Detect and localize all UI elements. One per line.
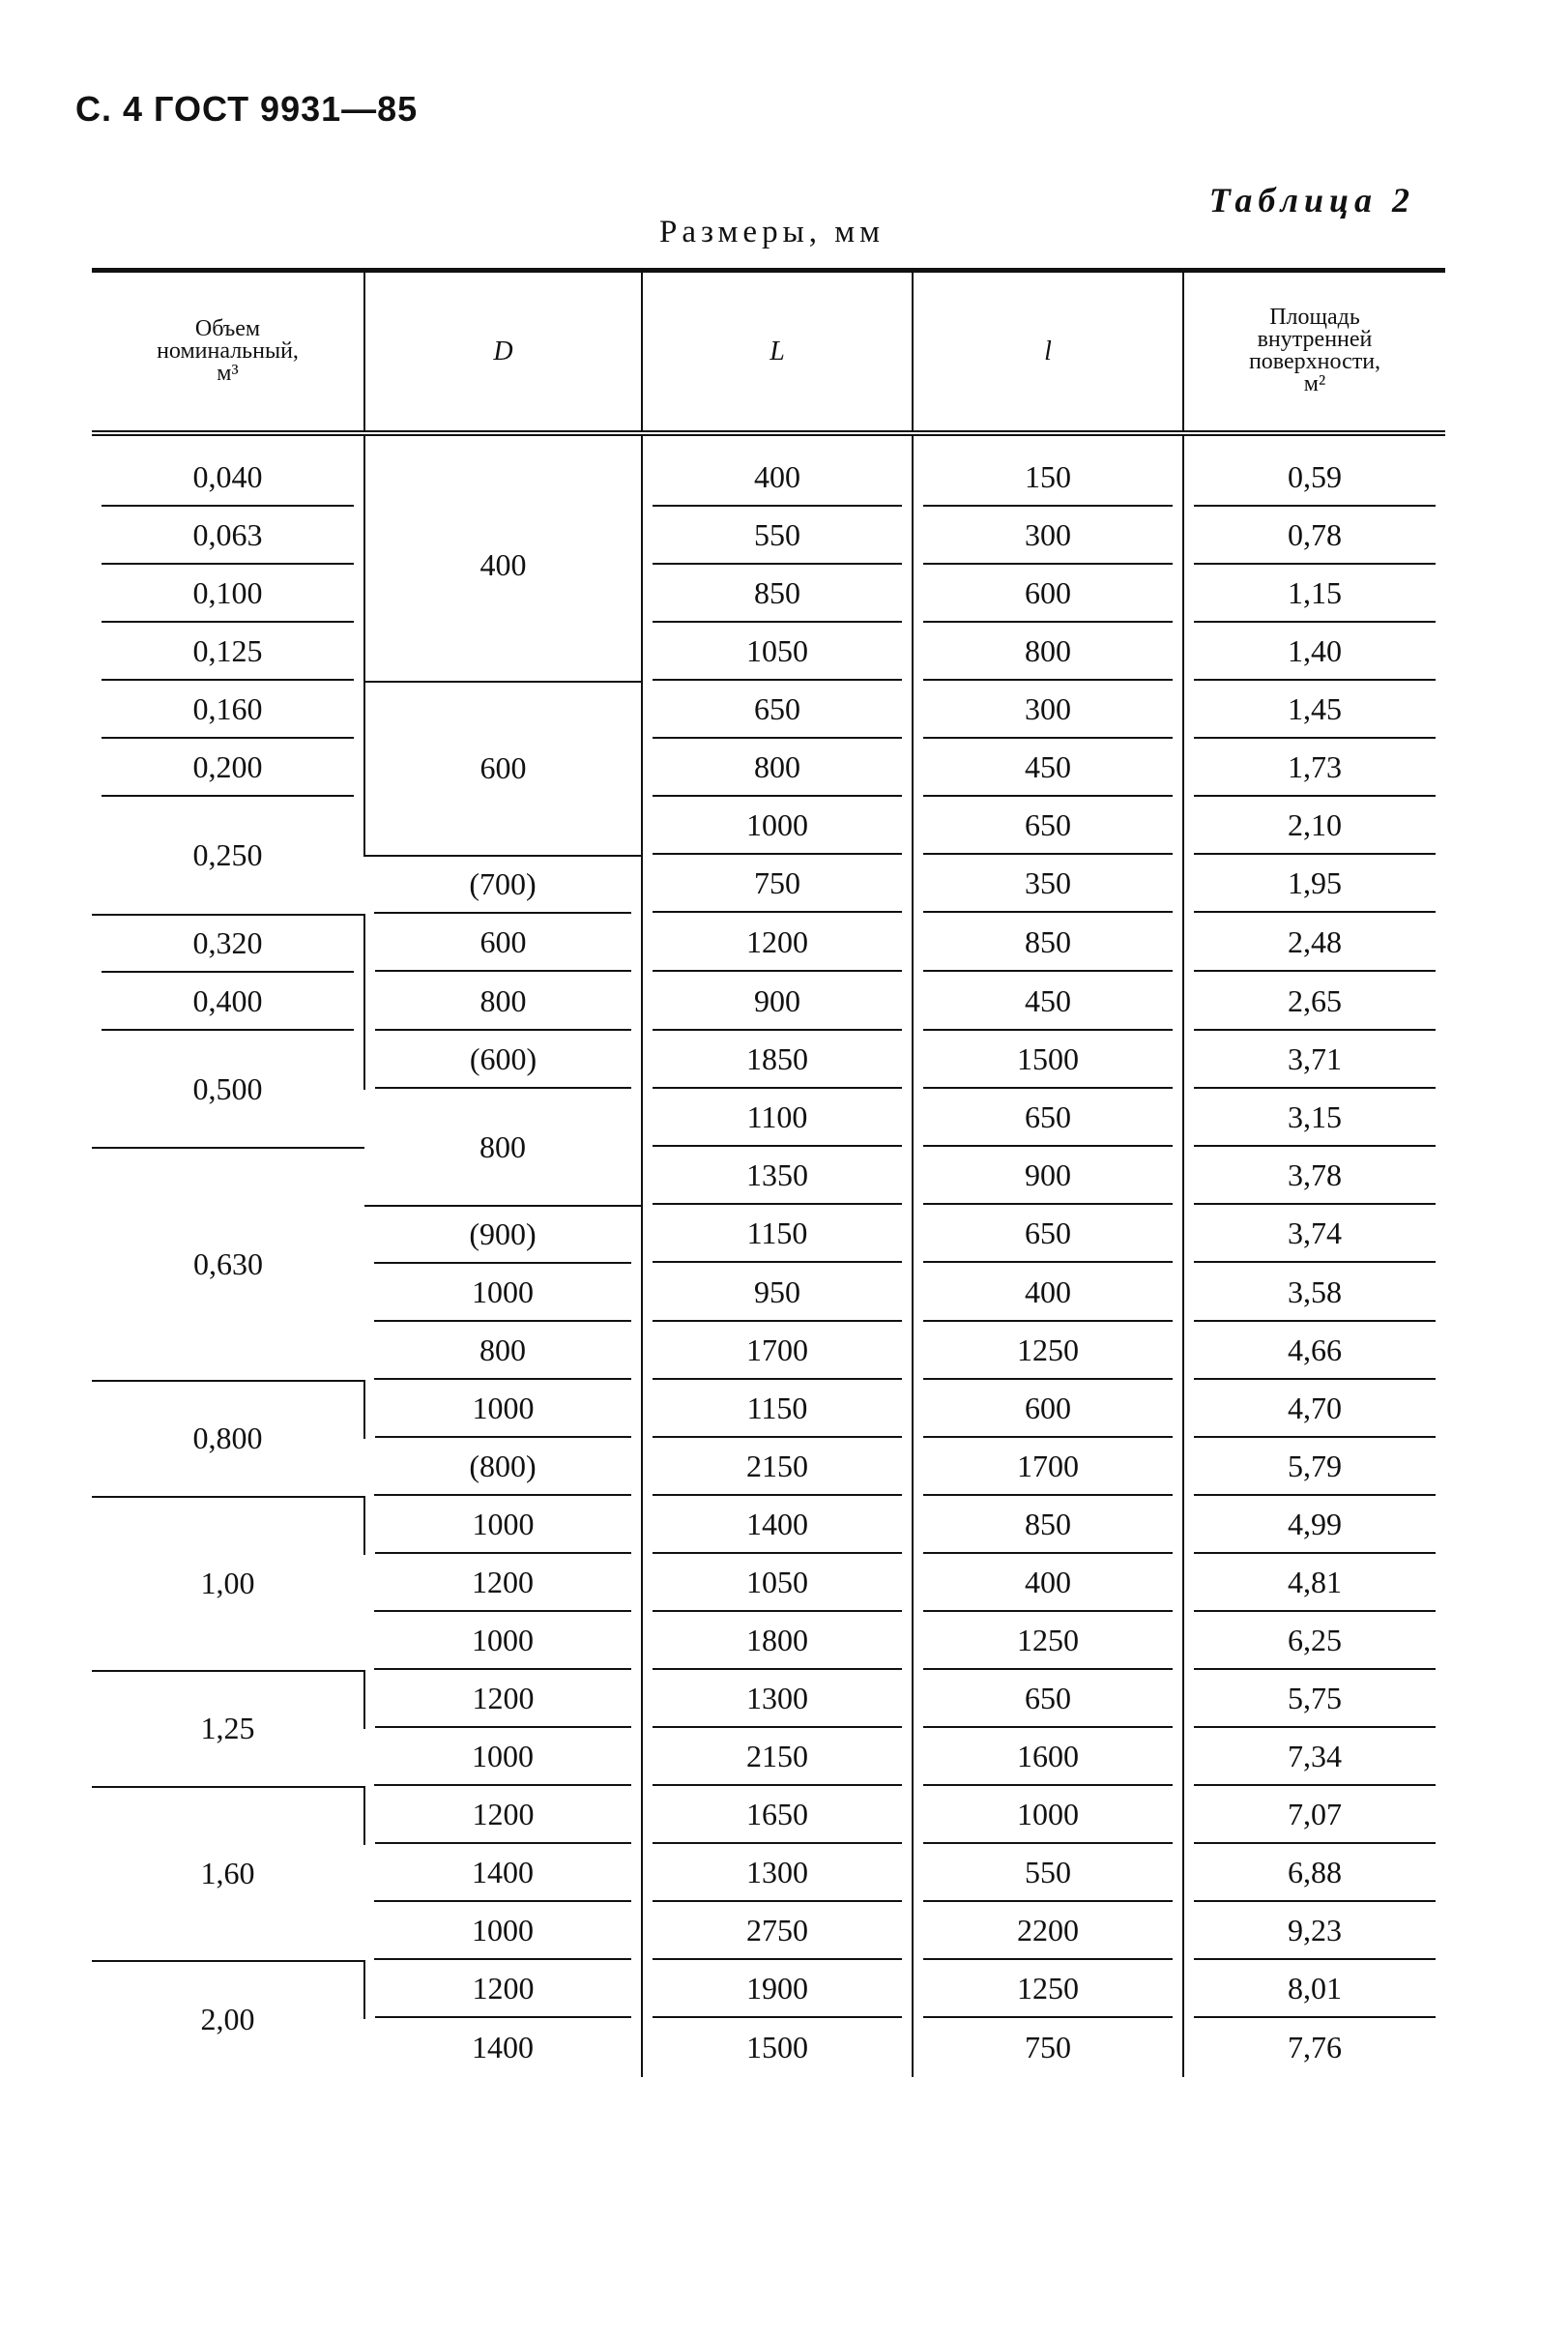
area-cell-value: 3,58 [1194, 1266, 1436, 1322]
l-length-cell-value: 1800 [653, 1614, 902, 1670]
l-small-cell [913, 1497, 1183, 1555]
header-l-small: l [913, 271, 1183, 433]
volume-cell-value: 1,60 [200, 1856, 255, 1890]
l-small-cell-value: 600 [923, 567, 1173, 623]
l-length-cell [642, 1555, 913, 1613]
area-cell-value: 2,65 [1194, 975, 1436, 1031]
area-cell [1183, 1090, 1445, 1148]
area-cell-value: 5,79 [1194, 1440, 1436, 1496]
l-length-cell [642, 856, 913, 915]
d-cell [364, 1613, 642, 1671]
d-cell [364, 1265, 642, 1323]
d-cell [364, 1381, 642, 1439]
l-length-cell-value: 2150 [653, 1730, 902, 1786]
table-row [92, 1671, 1445, 1729]
l-small-cell-value: 450 [923, 741, 1173, 797]
volume-cell-value: 2,00 [200, 2001, 255, 2036]
area-cell [1183, 624, 1445, 682]
l-length-cell [642, 1613, 913, 1671]
l-length-cell [642, 2019, 913, 2077]
l-length-cell [642, 1845, 913, 1903]
l-small-cell [913, 1323, 1183, 1381]
d-cell [364, 1497, 642, 1555]
l-small-cell-value: 1000 [923, 1788, 1173, 1844]
area-cell [1183, 1787, 1445, 1845]
area-cell-value: 4,99 [1194, 1498, 1436, 1554]
area-cell-value: 7,07 [1194, 1788, 1436, 1844]
l-length-cell-value: 1150 [653, 1207, 902, 1263]
l-length-cell-value: 1300 [653, 1846, 902, 1902]
d-cell-value: 1400 [374, 1846, 631, 1902]
table-caption: Размеры, мм [658, 215, 886, 249]
volume-cell-value: 0,800 [192, 1420, 263, 1455]
d-cell [364, 1903, 642, 1961]
area-cell-value: 1,40 [1194, 625, 1436, 681]
table-row [92, 1497, 1445, 1555]
l-small-cell-value: 600 [923, 1382, 1173, 1438]
l-small-cell [913, 1265, 1183, 1323]
l-length-cell [642, 1323, 913, 1381]
l-small-cell-value: 1700 [923, 1440, 1173, 1496]
l-small-cell [913, 433, 1183, 508]
area-cell-value: 0,59 [1194, 451, 1436, 507]
volume-cell [92, 1032, 364, 1148]
l-length-cell [642, 1439, 913, 1497]
area-cell-value: 0,78 [1194, 509, 1436, 565]
d-cell [364, 682, 642, 856]
l-length-cell [642, 508, 913, 566]
header-area-line: м² [1303, 371, 1326, 397]
area-cell [1183, 1381, 1445, 1439]
l-small-cell-value: 1250 [923, 1614, 1173, 1670]
area-cell-value: 1,95 [1194, 857, 1436, 913]
header-volume [92, 271, 364, 433]
d-cell [364, 1787, 642, 1845]
l-small-cell-value: 400 [923, 1266, 1173, 1322]
l-length-cell [642, 740, 913, 798]
volume-cell [92, 1961, 364, 2077]
l-length-cell-value: 800 [653, 741, 902, 797]
d-cell [364, 1090, 642, 1206]
area-cell-value: 4,66 [1194, 1324, 1436, 1380]
l-length-cell-value: 1200 [653, 916, 902, 972]
l-small-cell-value: 650 [923, 1091, 1173, 1147]
l-small-cell [913, 566, 1183, 624]
header-d-diameter: D [364, 271, 642, 433]
table-title: Таблица 2 [1208, 181, 1415, 220]
l-small-cell [913, 1613, 1183, 1671]
area-cell-value: 3,71 [1194, 1033, 1436, 1089]
area-cell-value: 3,78 [1194, 1149, 1436, 1205]
d-cell-value: 1200 [375, 1962, 631, 2018]
d-cell [364, 1671, 642, 1729]
header-area-line: Площадь [1269, 305, 1360, 331]
d-cell [364, 1961, 642, 2019]
l-small-cell [913, 1439, 1183, 1497]
d-cell-value: 1000 [374, 1730, 631, 1786]
area-cell [1183, 1323, 1445, 1381]
l-small-cell-value: 550 [923, 1846, 1173, 1902]
l-small-cell-value: 750 [1025, 2029, 1071, 2064]
l-length-cell [642, 1206, 913, 1265]
l-length-cell [642, 566, 913, 624]
l-small-cell-value: 1600 [923, 1730, 1173, 1786]
d-cell [364, 433, 642, 682]
l-small-cell-value: 450 [923, 975, 1173, 1031]
area-cell [1183, 798, 1445, 856]
l-small-cell [913, 1032, 1183, 1090]
table-row [92, 798, 1445, 856]
volume-cell [92, 508, 364, 566]
l-length-cell-value: 1300 [653, 1672, 902, 1728]
volume-cell [92, 682, 364, 740]
l-small-cell-value: 650 [923, 1672, 1173, 1728]
volume-cell-value: 0,063 [102, 509, 354, 565]
d-cell-value: (800) [374, 1440, 631, 1496]
l-length-cell [642, 624, 913, 682]
area-cell-value: 4,81 [1194, 1556, 1436, 1612]
table-row [92, 1032, 1445, 1090]
l-length-cell-value: 1500 [746, 2029, 808, 2064]
l-length-cell [642, 1497, 913, 1555]
area-cell-value: 1,45 [1194, 683, 1436, 739]
area-cell [1183, 1265, 1445, 1323]
d-cell-value: 1000 [374, 1904, 631, 1960]
d-cell [364, 1845, 642, 1903]
d-cell-value: 400 [479, 546, 527, 582]
d-cell-value: 600 [479, 750, 527, 785]
d-cell [364, 915, 642, 974]
header-area-line: поверхности, [1248, 349, 1381, 375]
area-cell [1183, 1729, 1445, 1787]
header-area [1183, 271, 1445, 433]
l-length-cell-value: 950 [653, 1266, 902, 1322]
table-header-row [92, 271, 1445, 433]
l-small-cell [913, 682, 1183, 740]
d-cell [364, 2019, 642, 2077]
area-cell [1183, 1903, 1445, 1961]
l-small-cell [913, 1961, 1183, 2019]
table-row [92, 624, 1445, 682]
header-l-length: L [642, 271, 913, 433]
l-small-cell [913, 974, 1183, 1032]
l-length-cell-value: 400 [653, 451, 902, 507]
l-small-cell-value: 650 [923, 1207, 1173, 1263]
l-small-cell [913, 1671, 1183, 1729]
area-cell-value: 2,10 [1194, 799, 1436, 855]
table-row [92, 974, 1445, 1032]
volume-cell-value: 0,100 [102, 567, 354, 623]
area-cell-value: 1,73 [1194, 741, 1436, 797]
volume-cell [92, 433, 364, 508]
l-length-cell-value: 1700 [653, 1324, 902, 1380]
d-cell-value: 800 [374, 1324, 631, 1380]
area-cell-value: 7,34 [1194, 1730, 1436, 1786]
volume-cell [92, 740, 364, 798]
l-length-cell-value: 2150 [653, 1440, 902, 1496]
l-length-cell [642, 974, 913, 1032]
area-cell-value: 5,75 [1194, 1672, 1436, 1728]
d-cell-value: (700) [374, 858, 631, 914]
l-small-cell [913, 1090, 1183, 1148]
table-row [92, 915, 1445, 974]
l-small-cell-value: 2200 [923, 1904, 1173, 1960]
l-length-cell [642, 682, 913, 740]
l-small-cell-value: 150 [923, 451, 1173, 507]
volume-cell [92, 624, 364, 682]
table-body [92, 433, 1445, 2077]
l-length-cell-value: 1850 [653, 1033, 902, 1089]
l-small-cell [913, 1845, 1183, 1903]
d-cell [364, 1032, 642, 1090]
d-cell-value: 1000 [374, 1614, 631, 1670]
area-cell [1183, 1439, 1445, 1497]
area-cell-value: 1,15 [1194, 567, 1436, 623]
volume-cell [92, 915, 364, 974]
volume-cell [92, 1671, 364, 1787]
area-cell [1183, 1845, 1445, 1903]
l-small-cell [913, 624, 1183, 682]
area-cell-value: 3,15 [1194, 1091, 1436, 1147]
area-cell-value: 9,23 [1194, 1904, 1436, 1960]
volume-cell-value: 0,160 [102, 683, 354, 739]
l-length-cell [642, 433, 913, 508]
d-cell [364, 1729, 642, 1787]
volume-cell-value: 1,25 [200, 1711, 255, 1745]
volume-cell [92, 1148, 364, 1381]
volume-cell-value: 0,125 [102, 625, 354, 681]
d-cell [364, 974, 642, 1032]
l-small-cell [913, 1787, 1183, 1845]
l-length-cell-value: 850 [653, 567, 902, 623]
l-small-cell [913, 1206, 1183, 1265]
volume-cell-value: 0,400 [102, 975, 354, 1031]
area-cell [1183, 974, 1445, 1032]
l-length-cell [642, 1381, 913, 1439]
l-length-cell-value: 1100 [653, 1091, 902, 1147]
area-cell [1183, 566, 1445, 624]
header-area-line: внутренней [1257, 327, 1373, 353]
l-length-cell-value: 1400 [653, 1498, 902, 1554]
area-cell-value: 4,70 [1194, 1382, 1436, 1438]
area-cell [1183, 915, 1445, 974]
l-small-cell-value: 850 [923, 1498, 1173, 1554]
volume-cell-value: 0,250 [192, 837, 263, 872]
table-row [92, 508, 1445, 566]
l-length-cell [642, 1787, 913, 1845]
volume-cell [92, 1787, 364, 1961]
d-cell-value: 1200 [374, 1556, 631, 1612]
area-cell [1183, 2019, 1445, 2077]
d-cell-value: 1200 [375, 1788, 631, 1844]
volume-cell-value: 1,00 [200, 1566, 255, 1600]
l-length-cell-value: 2750 [653, 1904, 902, 1960]
d-cell-value: 800 [479, 1128, 526, 1164]
dimensions-table [92, 268, 1445, 2077]
l-length-cell [642, 1265, 913, 1323]
volume-cell-value: 0,320 [102, 917, 354, 973]
d-cell [364, 1555, 642, 1613]
header-volume-line: номинальный, [157, 337, 299, 364]
d-cell-value: 1000 [375, 1382, 631, 1438]
l-small-cell [913, 798, 1183, 856]
volume-cell [92, 798, 364, 915]
area-cell [1183, 1148, 1445, 1206]
l-length-cell-value: 1150 [653, 1382, 902, 1438]
l-small-cell-value: 400 [923, 1556, 1173, 1612]
area-cell [1183, 1961, 1445, 2019]
table-row [92, 1787, 1445, 1845]
area-cell-value: 6,88 [1194, 1846, 1436, 1902]
l-length-cell-value: 1000 [653, 799, 902, 855]
area-cell [1183, 1206, 1445, 1265]
l-small-cell [913, 1729, 1183, 1787]
area-cell-value: 7,76 [1288, 2029, 1342, 2064]
table-row [92, 1148, 1445, 1206]
l-small-cell-value: 650 [923, 799, 1173, 855]
l-length-cell [642, 1090, 913, 1148]
l-length-cell-value: 550 [653, 509, 902, 565]
area-cell [1183, 1555, 1445, 1613]
l-small-cell-value: 300 [923, 509, 1173, 565]
l-small-cell-value: 300 [923, 683, 1173, 739]
l-small-cell [913, 1555, 1183, 1613]
d-cell-value: 800 [375, 975, 631, 1031]
d-cell-value: 1400 [472, 2029, 534, 2064]
d-cell [364, 856, 642, 915]
d-cell [364, 1439, 642, 1497]
volume-cell-value: 0,040 [102, 451, 354, 507]
area-cell-value: 2,48 [1194, 916, 1436, 972]
l-small-cell-value: 1250 [923, 1324, 1173, 1380]
table-row [92, 1961, 1445, 2019]
l-small-cell-value: 900 [923, 1149, 1173, 1205]
l-length-cell [642, 798, 913, 856]
header-volume-line: Объем [194, 315, 261, 341]
volume-cell [92, 566, 364, 624]
l-small-cell-value: 1500 [923, 1033, 1173, 1089]
l-small-cell [913, 1903, 1183, 1961]
l-small-cell [913, 915, 1183, 974]
area-cell-value: 6,25 [1194, 1614, 1436, 1670]
l-length-cell-value: 1900 [653, 1962, 902, 2018]
area-cell-value: 3,74 [1194, 1207, 1436, 1263]
area-cell [1183, 1032, 1445, 1090]
l-length-cell [642, 1148, 913, 1206]
volume-cell-value: 0,500 [192, 1070, 263, 1106]
l-small-cell-value: 850 [923, 916, 1173, 972]
volume-cell [92, 1381, 364, 1497]
l-length-cell-value: 1050 [653, 625, 902, 681]
area-cell [1183, 433, 1445, 508]
volume-cell [92, 1497, 364, 1671]
d-cell [364, 1206, 642, 1265]
l-length-cell [642, 915, 913, 974]
l-small-cell [913, 1148, 1183, 1206]
d-cell [364, 1323, 642, 1381]
l-small-cell [913, 2019, 1183, 2077]
table-row [92, 682, 1445, 740]
l-small-cell [913, 740, 1183, 798]
area-cell [1183, 508, 1445, 566]
area-cell [1183, 740, 1445, 798]
l-length-cell [642, 1729, 913, 1787]
volume-cell-value: 0,630 [193, 1245, 263, 1281]
d-cell-value: 1200 [375, 1672, 631, 1728]
area-cell-value: 8,01 [1194, 1962, 1436, 2018]
area-cell [1183, 682, 1445, 740]
l-length-cell-value: 1650 [653, 1788, 902, 1844]
l-length-cell-value: 1350 [653, 1149, 902, 1205]
d-cell-value: (600) [375, 1033, 631, 1089]
header-volume-line: м³ [217, 360, 239, 386]
l-length-cell-value: 1050 [653, 1556, 902, 1612]
volume-cell [92, 974, 364, 1032]
l-small-cell-value: 800 [923, 625, 1173, 681]
area-cell [1183, 1497, 1445, 1555]
d-cell-value: 1000 [374, 1266, 631, 1322]
d-cell-value: 600 [375, 916, 631, 972]
l-length-cell [642, 1032, 913, 1090]
table-row [92, 740, 1445, 798]
area-cell [1183, 856, 1445, 915]
area-cell [1183, 1671, 1445, 1729]
l-small-cell-value: 350 [923, 857, 1173, 913]
d-cell-value: 1000 [375, 1498, 631, 1554]
l-length-cell-value: 750 [653, 857, 902, 913]
l-small-cell-value: 1250 [923, 1962, 1173, 2018]
d-cell-value: (900) [374, 1208, 631, 1264]
l-length-cell [642, 1903, 913, 1961]
l-small-cell [913, 856, 1183, 915]
table-row [92, 566, 1445, 624]
l-small-cell [913, 1381, 1183, 1439]
table-row [92, 1381, 1445, 1439]
area-cell [1183, 1613, 1445, 1671]
l-small-cell [913, 508, 1183, 566]
page-header: С. 4 ГОСТ 9931—85 [75, 89, 419, 129]
l-length-cell-value: 650 [653, 683, 902, 739]
l-length-cell-value: 900 [653, 975, 902, 1031]
volume-cell-value: 0,200 [102, 741, 354, 797]
table-row [92, 433, 1445, 508]
l-length-cell [642, 1961, 913, 2019]
l-length-cell [642, 1671, 913, 1729]
